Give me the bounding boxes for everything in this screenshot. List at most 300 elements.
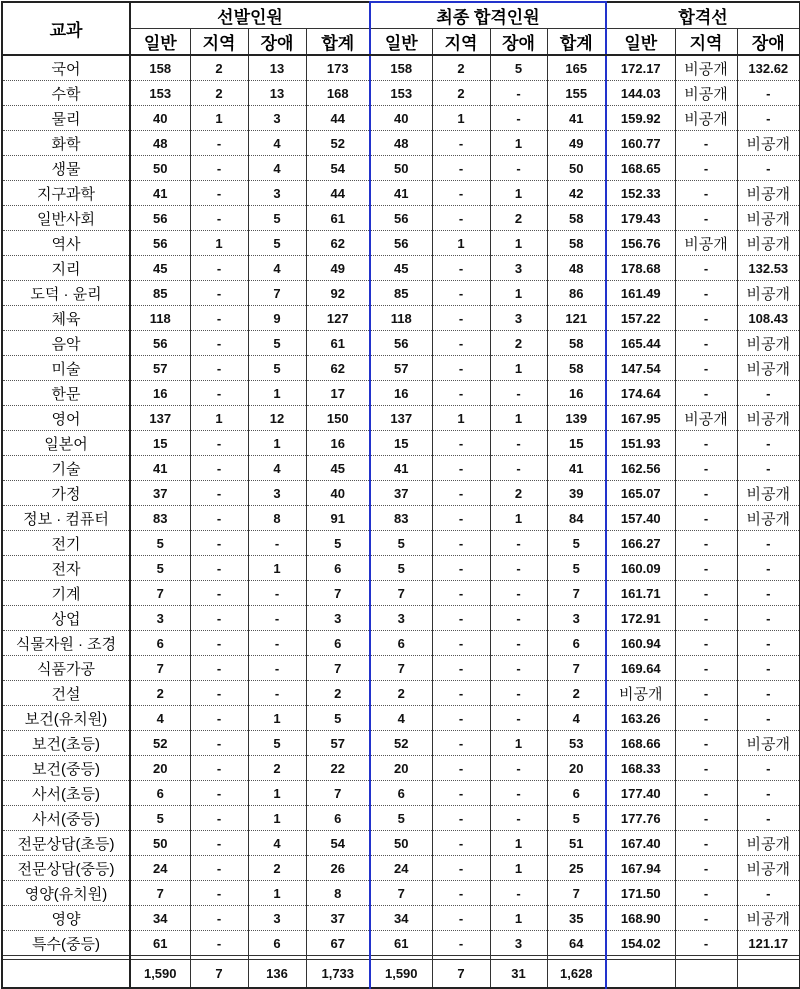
value-cell: 2 (190, 55, 248, 81)
value-cell: 7 (306, 581, 370, 606)
value-cell: - (432, 581, 490, 606)
table-row (2, 356, 800, 381)
value-cell: - (737, 156, 800, 181)
value-cell: 2 (490, 206, 547, 231)
value-cell: 118 (130, 306, 190, 331)
value-cell: 3 (490, 931, 547, 956)
value-cell: - (432, 906, 490, 931)
value-cell: 1 (248, 381, 306, 406)
value-cell: 16 (370, 381, 432, 406)
value-cell: 1 (248, 781, 306, 806)
value-cell: 12 (248, 406, 306, 431)
value-cell: 168.65 (606, 156, 675, 181)
value-cell: 56 (130, 331, 190, 356)
value-cell: 41 (547, 106, 606, 131)
value-cell: 37 (370, 481, 432, 506)
value-cell: 6 (370, 781, 432, 806)
value-cell: 3 (370, 606, 432, 631)
total-cell: 1,628 (547, 960, 606, 989)
value-cell: 147.54 (606, 356, 675, 381)
value-cell: 25 (547, 856, 606, 881)
value-cell: - (432, 606, 490, 631)
value-cell: 91 (306, 506, 370, 531)
table-row (2, 856, 800, 881)
value-cell: 83 (370, 506, 432, 531)
value-cell: 157.40 (606, 506, 675, 531)
table-row (2, 506, 800, 531)
total-cell: 1,733 (306, 960, 370, 989)
value-cell: 144.03 (606, 81, 675, 106)
value-cell: 137 (370, 406, 432, 431)
value-cell: 1 (490, 181, 547, 206)
value-cell: 1 (490, 906, 547, 931)
value-cell: 151.93 (606, 431, 675, 456)
value-cell: - (432, 706, 490, 731)
value-cell: 6 (306, 556, 370, 581)
value-cell: - (248, 631, 306, 656)
value-cell: 2 (306, 681, 370, 706)
value-cell: 7 (370, 656, 432, 681)
value-cell: - (190, 806, 248, 831)
value-cell: - (675, 431, 737, 456)
value-cell: 50 (370, 831, 432, 856)
value-cell: - (432, 556, 490, 581)
table-row (2, 256, 800, 281)
value-cell: 비공개 (737, 231, 800, 256)
value-cell: - (190, 356, 248, 381)
value-cell: 44 (306, 181, 370, 206)
value-cell: 비공개 (737, 506, 800, 531)
header-group-final: 최종 합격인원 (370, 2, 606, 29)
value-cell: 61 (130, 931, 190, 956)
value-cell: 24 (130, 856, 190, 881)
value-cell: 50 (130, 831, 190, 856)
value-cell: - (737, 881, 800, 906)
table-row (2, 131, 800, 156)
value-cell: - (675, 831, 737, 856)
value-cell: - (432, 881, 490, 906)
value-cell: - (432, 731, 490, 756)
value-cell: 157.22 (606, 306, 675, 331)
header-subject: 교과 (2, 2, 130, 55)
value-cell: - (737, 531, 800, 556)
subheader-cell: 장애 (737, 29, 800, 56)
subject-cell: 기술 (2, 456, 130, 481)
value-cell: - (432, 831, 490, 856)
value-cell: - (490, 556, 547, 581)
value-cell: - (190, 206, 248, 231)
value-cell: - (190, 931, 248, 956)
value-cell: 52 (306, 131, 370, 156)
value-cell: 158 (130, 55, 190, 81)
value-cell: 6 (547, 631, 606, 656)
value-cell: 41 (130, 181, 190, 206)
value-cell: 49 (547, 131, 606, 156)
value-cell: 8 (306, 881, 370, 906)
value-cell: - (737, 606, 800, 631)
value-cell: 6 (370, 631, 432, 656)
value-cell: 비공개 (737, 406, 800, 431)
value-cell: 62 (306, 231, 370, 256)
value-cell: 1 (248, 431, 306, 456)
value-cell: 172.17 (606, 55, 675, 81)
value-cell: 50 (370, 156, 432, 181)
value-cell: - (737, 106, 800, 131)
table-row (2, 156, 800, 181)
value-cell: - (675, 506, 737, 531)
value-cell: - (190, 581, 248, 606)
subheader-cell: 일반 (606, 29, 675, 56)
value-cell: - (432, 456, 490, 481)
table-row (2, 881, 800, 906)
value-cell: - (490, 631, 547, 656)
table-row (2, 906, 800, 931)
value-cell: - (432, 806, 490, 831)
value-cell: 2 (370, 681, 432, 706)
value-cell: 61 (306, 206, 370, 231)
value-cell: - (490, 456, 547, 481)
value-cell: 41 (547, 456, 606, 481)
value-cell: 177.76 (606, 806, 675, 831)
value-cell: - (432, 331, 490, 356)
value-cell: 1 (490, 856, 547, 881)
value-cell: 5 (306, 706, 370, 731)
value-cell: 121.17 (737, 931, 800, 956)
value-cell: 61 (370, 931, 432, 956)
value-cell: - (490, 581, 547, 606)
value-cell: 22 (306, 756, 370, 781)
value-cell: - (432, 506, 490, 531)
value-cell: 13 (248, 55, 306, 81)
subject-cell: 국어 (2, 55, 130, 81)
value-cell: - (737, 706, 800, 731)
value-cell: 92 (306, 281, 370, 306)
value-cell: 85 (130, 281, 190, 306)
value-cell: 5 (370, 806, 432, 831)
value-cell: - (190, 506, 248, 531)
value-cell: - (675, 156, 737, 181)
value-cell: 166.27 (606, 531, 675, 556)
subject-cell: 건설 (2, 681, 130, 706)
value-cell: - (675, 481, 737, 506)
value-cell: 5 (490, 55, 547, 81)
value-cell: - (737, 556, 800, 581)
value-cell: 45 (370, 256, 432, 281)
subject-cell: 사서(초등) (2, 781, 130, 806)
value-cell: - (675, 181, 737, 206)
value-cell: 비공개 (737, 131, 800, 156)
value-cell: 15 (370, 431, 432, 456)
value-cell: 비공개 (737, 281, 800, 306)
value-cell: 비공개 (675, 55, 737, 81)
value-cell: - (248, 606, 306, 631)
total-cell: 136 (248, 960, 306, 989)
admission-table (1, 1, 800, 989)
subject-cell: 수학 (2, 81, 130, 106)
value-cell: 26 (306, 856, 370, 881)
value-cell: 13 (248, 81, 306, 106)
value-cell: - (490, 681, 547, 706)
subheader-cell: 일반 (370, 29, 432, 56)
value-cell: - (490, 81, 547, 106)
value-cell: - (737, 456, 800, 481)
subject-cell: 물리 (2, 106, 130, 131)
subject-cell: 전자 (2, 556, 130, 581)
value-cell: 154.02 (606, 931, 675, 956)
table-row (2, 231, 800, 256)
value-cell: 153 (370, 81, 432, 106)
value-cell: 167.94 (606, 856, 675, 881)
value-cell: 132.53 (737, 256, 800, 281)
value-cell: - (248, 656, 306, 681)
value-cell: - (190, 181, 248, 206)
value-cell: 54 (306, 156, 370, 181)
value-cell: - (432, 156, 490, 181)
subject-cell: 화학 (2, 131, 130, 156)
value-cell: - (675, 381, 737, 406)
table-row (2, 831, 800, 856)
value-cell: 7 (370, 881, 432, 906)
value-cell: - (675, 631, 737, 656)
table-row (2, 731, 800, 756)
value-cell: - (190, 131, 248, 156)
subject-cell: 보건(초등) (2, 731, 130, 756)
value-cell: 56 (370, 231, 432, 256)
table-body (2, 55, 800, 956)
value-cell: - (490, 806, 547, 831)
subject-cell: 전기 (2, 531, 130, 556)
value-cell: 52 (130, 731, 190, 756)
value-cell: - (190, 256, 248, 281)
value-cell: 5 (248, 356, 306, 381)
value-cell: 1 (248, 556, 306, 581)
value-cell: - (675, 881, 737, 906)
value-cell: 1 (190, 106, 248, 131)
subject-cell: 기계 (2, 581, 130, 606)
value-cell: 56 (370, 206, 432, 231)
value-cell: 비공개 (737, 481, 800, 506)
value-cell: 64 (547, 931, 606, 956)
value-cell: 132.62 (737, 55, 800, 81)
value-cell: 161.71 (606, 581, 675, 606)
table-row (2, 331, 800, 356)
value-cell: 50 (547, 156, 606, 181)
value-cell: 56 (370, 331, 432, 356)
subheader-cell: 장애 (490, 29, 547, 56)
value-cell: 127 (306, 306, 370, 331)
value-cell: - (675, 331, 737, 356)
value-cell: - (675, 131, 737, 156)
value-cell: - (737, 681, 800, 706)
value-cell: 44 (306, 106, 370, 131)
value-cell: - (432, 206, 490, 231)
value-cell: 비공개 (675, 406, 737, 431)
value-cell: 1 (248, 806, 306, 831)
value-cell: - (675, 206, 737, 231)
value-cell: - (675, 906, 737, 931)
value-cell: - (737, 631, 800, 656)
value-cell: 1 (432, 106, 490, 131)
value-cell: - (190, 706, 248, 731)
value-cell: 7 (306, 781, 370, 806)
value-cell: 5 (130, 806, 190, 831)
value-cell: - (490, 756, 547, 781)
value-cell: 49 (306, 256, 370, 281)
value-cell: - (432, 756, 490, 781)
value-cell: 비공개 (675, 106, 737, 131)
value-cell: - (432, 306, 490, 331)
value-cell: 5 (547, 556, 606, 581)
value-cell: 85 (370, 281, 432, 306)
value-cell: - (737, 381, 800, 406)
value-cell: 153 (130, 81, 190, 106)
subject-cell: 영양(유치원) (2, 881, 130, 906)
value-cell: 1 (490, 731, 547, 756)
value-cell: 159.92 (606, 106, 675, 131)
value-cell: 7 (547, 881, 606, 906)
value-cell: - (190, 606, 248, 631)
value-cell: 83 (130, 506, 190, 531)
value-cell: - (737, 781, 800, 806)
table-row (2, 681, 800, 706)
value-cell: - (737, 81, 800, 106)
value-cell: - (737, 656, 800, 681)
value-cell: 5 (248, 331, 306, 356)
value-cell: 152.33 (606, 181, 675, 206)
value-cell: - (675, 306, 737, 331)
value-cell: 비공개 (737, 206, 800, 231)
value-cell: 39 (547, 481, 606, 506)
subject-cell: 영어 (2, 406, 130, 431)
value-cell: 173 (306, 55, 370, 81)
value-cell: 7 (130, 656, 190, 681)
value-cell: 6 (306, 631, 370, 656)
value-cell: 17 (306, 381, 370, 406)
value-cell: 86 (547, 281, 606, 306)
value-cell: - (432, 481, 490, 506)
value-cell: 9 (248, 306, 306, 331)
value-cell: 172.91 (606, 606, 675, 631)
value-cell: - (675, 756, 737, 781)
value-cell: - (675, 556, 737, 581)
value-cell: - (490, 656, 547, 681)
table-row (2, 756, 800, 781)
value-cell: 비공개 (675, 81, 737, 106)
value-cell: - (675, 731, 737, 756)
value-cell: 156.76 (606, 231, 675, 256)
value-cell: 1 (490, 406, 547, 431)
value-cell: - (737, 431, 800, 456)
value-cell: 1 (190, 406, 248, 431)
value-cell: 7 (547, 581, 606, 606)
value-cell: - (432, 931, 490, 956)
value-cell: 7 (306, 656, 370, 681)
header-group-cutoff: 합격선 (606, 2, 800, 29)
subject-cell: 일반사회 (2, 206, 130, 231)
value-cell: 4 (248, 131, 306, 156)
value-cell: 비공개 (606, 681, 675, 706)
subheader-cell: 지역 (675, 29, 737, 56)
value-cell: - (737, 756, 800, 781)
value-cell: 56 (130, 231, 190, 256)
value-cell: 24 (370, 856, 432, 881)
subject-cell: 전문상담(초등) (2, 831, 130, 856)
value-cell: 2 (490, 331, 547, 356)
value-cell: 15 (547, 431, 606, 456)
subject-cell: 상업 (2, 606, 130, 631)
value-cell: 40 (130, 106, 190, 131)
value-cell: 1 (490, 831, 547, 856)
value-cell: - (190, 756, 248, 781)
value-cell: - (490, 606, 547, 631)
value-cell: 7 (130, 881, 190, 906)
value-cell: 52 (370, 731, 432, 756)
subject-cell: 가정 (2, 481, 130, 506)
value-cell: 5 (370, 556, 432, 581)
table-row (2, 481, 800, 506)
table-row (2, 456, 800, 481)
subheader-cell: 합계 (306, 29, 370, 56)
value-cell: 7 (547, 656, 606, 681)
value-cell: 1 (248, 706, 306, 731)
value-cell: 5 (248, 231, 306, 256)
value-cell: 6 (130, 631, 190, 656)
value-cell: - (432, 781, 490, 806)
value-cell: - (190, 531, 248, 556)
value-cell: - (190, 281, 248, 306)
total-cell: 1,590 (130, 960, 190, 989)
value-cell: 165 (547, 55, 606, 81)
value-cell: 1 (490, 506, 547, 531)
subject-cell: 생물 (2, 156, 130, 181)
value-cell: 35 (547, 906, 606, 931)
value-cell: 167.40 (606, 831, 675, 856)
value-cell: 171.50 (606, 881, 675, 906)
value-cell: 57 (370, 356, 432, 381)
value-cell: 177.40 (606, 781, 675, 806)
value-cell: 3 (547, 606, 606, 631)
value-cell: 5 (370, 531, 432, 556)
value-cell: 62 (306, 356, 370, 381)
subject-cell: 지리 (2, 256, 130, 281)
value-cell: 5 (130, 531, 190, 556)
value-cell: 7 (370, 581, 432, 606)
value-cell: 121 (547, 306, 606, 331)
value-cell: 168.90 (606, 906, 675, 931)
value-cell: 6 (306, 806, 370, 831)
table-row (2, 656, 800, 681)
value-cell: 2 (130, 681, 190, 706)
value-cell: 6 (130, 781, 190, 806)
table-row (2, 281, 800, 306)
value-cell: 4 (370, 706, 432, 731)
subject-cell: 한문 (2, 381, 130, 406)
value-cell: 4 (248, 831, 306, 856)
value-cell: - (675, 806, 737, 831)
value-cell: 37 (130, 481, 190, 506)
subject-cell: 역사 (2, 231, 130, 256)
value-cell: 58 (547, 206, 606, 231)
value-cell: - (432, 356, 490, 381)
value-cell: 34 (130, 906, 190, 931)
value-cell: - (432, 256, 490, 281)
value-cell: - (675, 606, 737, 631)
value-cell: 168.66 (606, 731, 675, 756)
value-cell: 3 (306, 606, 370, 631)
value-cell: 5 (306, 531, 370, 556)
value-cell: - (190, 881, 248, 906)
value-cell: - (675, 656, 737, 681)
